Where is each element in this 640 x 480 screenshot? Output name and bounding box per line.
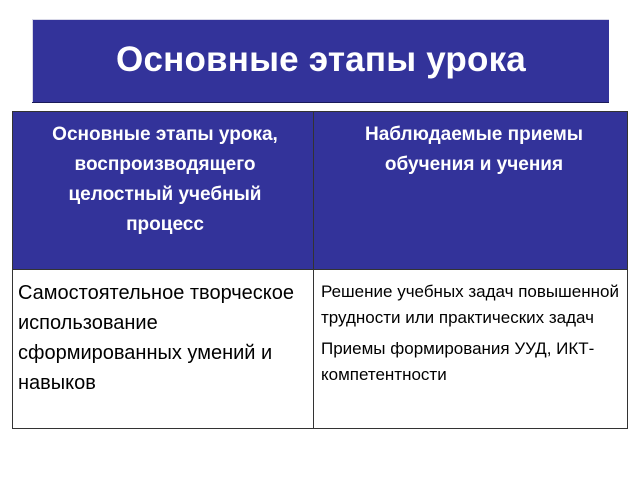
technique-item: Приемы формирования УУД, ИКТ-компетентности (321, 339, 595, 384)
techniques-list (321, 279, 621, 388)
table-header-stages (13, 112, 314, 270)
stage-text: Самостоятельное творческое использование сформированных умений и навыков (18, 282, 295, 394)
table-cell-stage (13, 270, 314, 428)
table-cell-techniques (314, 270, 627, 428)
table-header-stages-label: Основные этапы урока, воспроизводящего целостный учебный процесс (52, 124, 278, 235)
technique-item: Решение учебных задач повышенной трудности или практических задач (321, 282, 619, 327)
slide-title: Основные этапы урока (116, 40, 526, 79)
stages-table (12, 111, 628, 429)
table-header-techniques (314, 112, 627, 270)
table-header-techniques-label: Наблюдаемые приемы обучения и учения (364, 124, 584, 175)
title-banner (32, 19, 609, 102)
